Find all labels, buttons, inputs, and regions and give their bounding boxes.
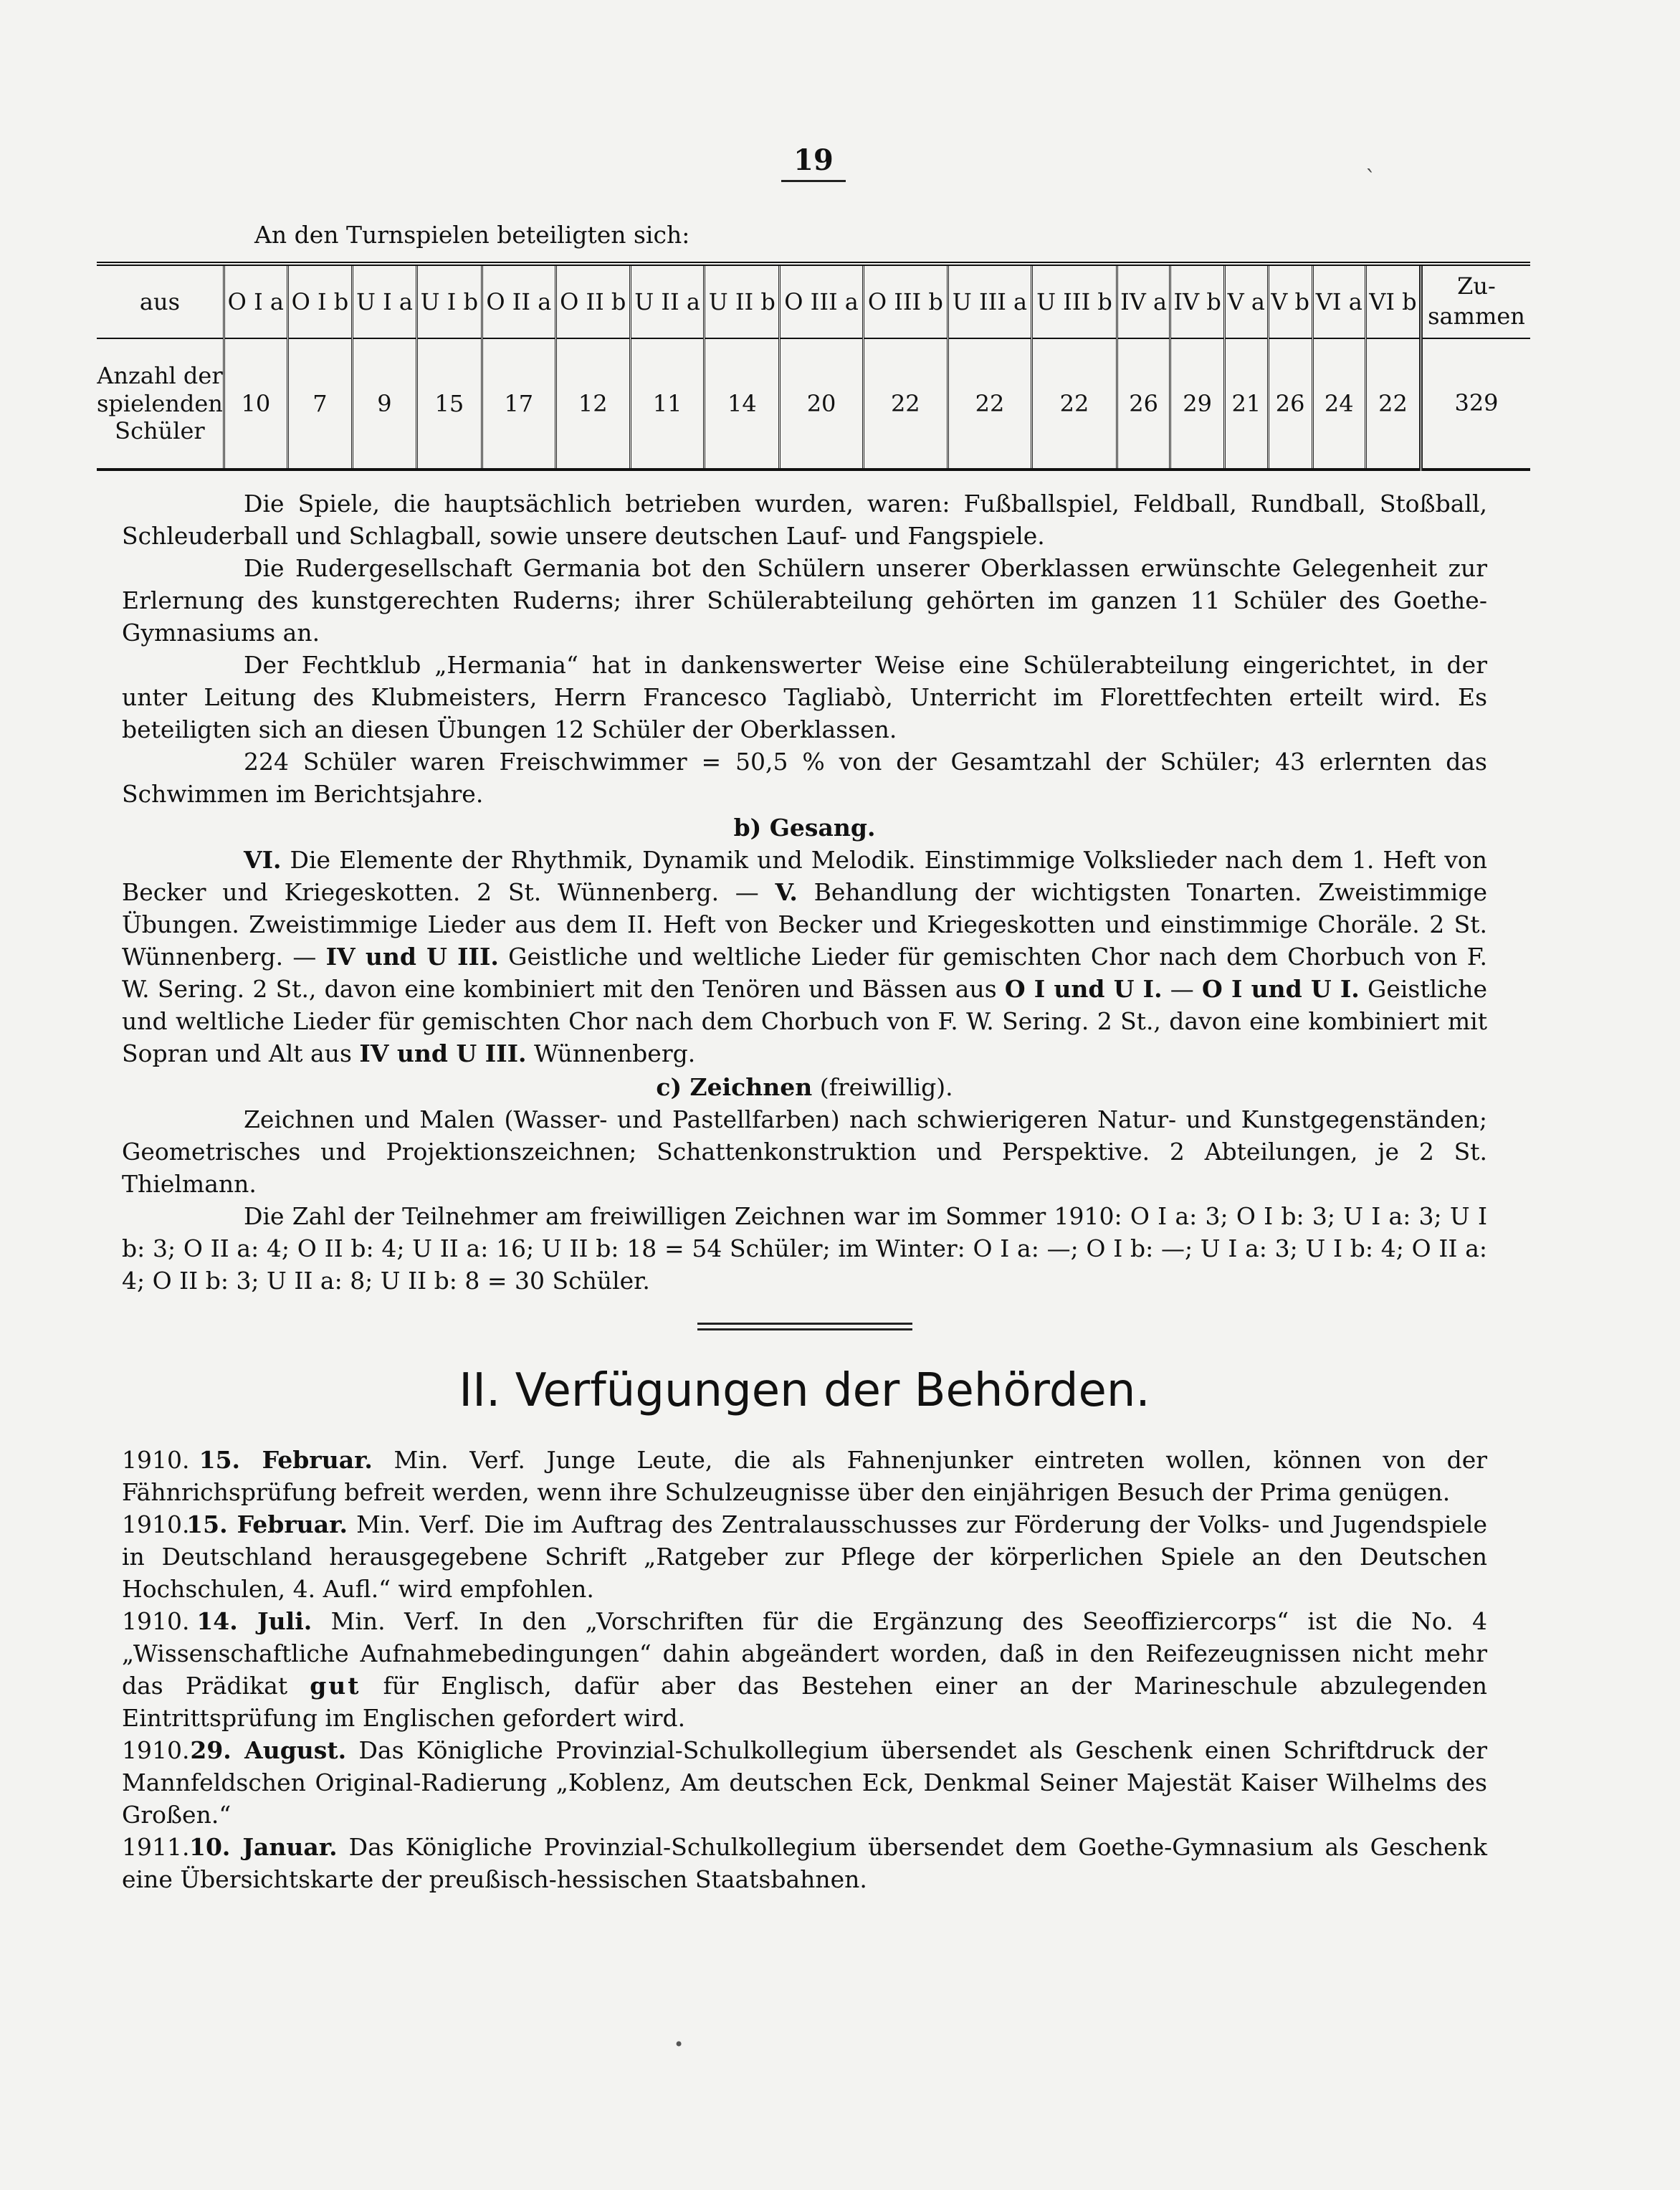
- section-divider: [697, 1323, 912, 1330]
- class-header: IV a: [1117, 264, 1170, 338]
- class-label: O I und U I.: [1202, 975, 1360, 1003]
- paragraph-spiele: Die Spiele, die hauptsächlich betrieben wurden, waren: Fußballspiel, Feldball, Rundball, Stoßball, Schleuderball und Schlagball, sowie unsere deutschen Lauf- und Fangspiele.: [122, 490, 1487, 550]
- count-cell: 29: [1170, 338, 1225, 470]
- entry-text: Min. Verf. Junge Leute, die als Fahnenjunker eintreten wollen, können von der Fähnrichsprüfung befreit werden, wenn ihre Schulzeugnisse über den einjährigen Besuch der Prima genügen.: [122, 1446, 1488, 1506]
- class-header: U III a: [948, 264, 1031, 338]
- entry-text-emphasis: gut: [310, 1672, 361, 1700]
- gesang-text: Behandlung der wichtigsten Tonarten. Zweistimmige Übungen. Zweistimmige Lieder aus dem II. Heft von Becker und Kriegeskotten und einstimmige Choräle. 2 St. Wünnenberg. —: [122, 878, 1487, 971]
- entry-date: 14. Juli.: [196, 1607, 312, 1635]
- paragraph-teilnehmer: Die Zahl der Teilnehmer am freiwilligen Zeichnen war im Sommer 1910: O I a: 3; O I b: 3; U I a: 3; U I b: 3; O II a: 4; O II b: 4; U II a: 16; U II b: 18 = 54 Schüler; im Winter: O I a: —; O I b: —; U I a: 3; U I b: 4; O II a: 4; O II b: 3; U II a: 8; U II b: 8 = 30 Schüler.: [122, 1202, 1487, 1295]
- count-cell: 12: [555, 338, 630, 470]
- count-cell: 20: [780, 338, 863, 470]
- class-header: O III a: [780, 264, 863, 338]
- zeichnen-heading: [122, 1071, 1487, 1103]
- entry-text: Das Königliche Provinzial-Schulkollegium übersendet als Geschenk einen Schriftdruck der Mannfeldschen Original-Radierung „Koblenz, Am deutschen Eck, Denkmal Seiner Majestät Kaiser Wilhelms des Großen.“: [122, 1736, 1487, 1829]
- entry-year: 1910.: [122, 1446, 190, 1474]
- class-header: O II a: [482, 264, 555, 338]
- stray-dot: •: [674, 2034, 684, 2055]
- paragraph-rudern: Die Rudergesellschaft Germania bot den Schülern unserer Oberklassen erwünschte Gelegenheit zur Erlernung des kunstgerechten Ruderns; ihrer Schülerabteilung gehörten im ganzen 11 Schüler des Goethe-Gymnasiums an.: [122, 554, 1487, 647]
- entry-text: Das Königliche Provinzial-Schulkollegium übersendet dem Goethe-Gymnasium als Geschenk eine Übersichtskarte der preußisch-hessischen Staatsbahnen.: [122, 1833, 1487, 1893]
- entry-year: 1910.: [122, 1510, 190, 1538]
- zeichnen-heading-bold: c) Zeichnen: [656, 1073, 813, 1101]
- entry-year: 1911.: [122, 1833, 190, 1861]
- decree-entry: [122, 1734, 1487, 1831]
- paragraph-schwimmen: 224 Schüler waren Freischwimmer = 50,5 % von der Gesamtzahl der Schüler; 43 erlernten das Schwimmen im Berichtsjahre.: [122, 748, 1487, 808]
- table-row-header-aus: aus: [97, 264, 224, 338]
- decree-entry: [122, 1444, 1487, 1508]
- class-header: U I b: [416, 264, 482, 338]
- class-header: U I a: [353, 264, 417, 338]
- class-header: U II b: [705, 264, 780, 338]
- decree-entry: [122, 1605, 1487, 1734]
- paragraph-zeichnen: Zeichnen und Malen (Wasser- und Pastellfarben) nach schwierigeren Natur- und Kunstgegenständen; Geometrisches und Projektionszeichnen; Schattenkonstruktion und Perspektive. 2 Abteilungen, je 2 St. Thielmann.: [122, 1105, 1487, 1198]
- count-cell: 14: [705, 338, 780, 470]
- count-cell: 17: [482, 338, 555, 470]
- class-header: O III b: [863, 264, 948, 338]
- class-header: U II a: [630, 264, 704, 338]
- class-label: IV und U III.: [359, 1039, 527, 1067]
- table-header-row: [97, 264, 1530, 338]
- total-cell: 329: [1421, 338, 1531, 470]
- gesang-text: Die Elemente der Rhythmik, Dynamik und Melodik. Einstimmige Volkslieder nach dem 1. Heft von Becker und Kriegeskotten. 2 St. Wünnenberg. —: [122, 846, 1487, 906]
- page-number: 19: [781, 143, 846, 182]
- class-header: VI b: [1365, 264, 1421, 338]
- class-header: U III b: [1032, 264, 1117, 338]
- gesang-text: Geistliche und weltliche Lieder für gemischten Chor nach dem Chorbuch von F. W. Sering. 2 St., davon eine kombiniert mit den Tenören und Bässen aus: [122, 943, 1487, 1003]
- count-cell: 22: [1365, 338, 1421, 470]
- count-cell: 22: [863, 338, 948, 470]
- corner-mark: ˋ: [1365, 166, 1376, 191]
- sum-header: Zu-sammen: [1421, 264, 1531, 338]
- participation-table: [97, 262, 1530, 471]
- count-cell: 24: [1312, 338, 1365, 470]
- entry-date: 10. Januar.: [189, 1833, 338, 1861]
- count-cell: 7: [287, 338, 352, 470]
- entry-text: Min. Verf. In den „Vorschriften für die Ergänzung des Seeoffiziercorps“ ist die No. 4 „Wissenschaftliche Aufnahmebedingungen“ dahin abgeändert worden, daß in den Reifezeugnissen nicht mehr das Prädikat: [122, 1607, 1487, 1700]
- gesang-text: Geistliche und weltliche Lieder für gemischten Chor nach dem Chorbuch von F. W. Sering. 2 St., davon eine kombiniert mit Sopran und Alt aus: [122, 975, 1487, 1067]
- entry-year: 1910.: [122, 1736, 190, 1764]
- count-cell: 9: [353, 338, 417, 470]
- class-header: O II b: [555, 264, 630, 338]
- count-cell: 26: [1117, 338, 1170, 470]
- gesang-heading: b) Gesang.: [733, 814, 876, 842]
- count-cell: 22: [948, 338, 1031, 470]
- class-label: O I und U I.: [1004, 975, 1163, 1003]
- entry-date: 15. Februar.: [186, 1510, 348, 1538]
- count-cell: 10: [224, 338, 287, 470]
- class-header: IV b: [1170, 264, 1225, 338]
- class-label: IV und U III.: [325, 943, 499, 971]
- entry-date: 15. Februar.: [199, 1446, 373, 1474]
- decree-entry: [122, 1831, 1487, 1895]
- count-cell: 26: [1268, 338, 1312, 470]
- decree-entry: [122, 1508, 1487, 1605]
- paragraph-gesang: [122, 844, 1487, 1070]
- row-label: Anzahl der spielenden Schüler: [97, 362, 223, 445]
- table-data-row: [97, 338, 1530, 470]
- entry-text: Min. Verf. Die im Auftrag des Zentralausschusses zur Förderung der Volks- und Jugendspiele in Deutschland herausgegebene Schrift „Ratgeber zur Pflege der körperlichen Spiele an den Deutschen Hochschulen, 4. Aufl.“ wird empfohlen.: [122, 1510, 1488, 1603]
- count-cell: 15: [416, 338, 482, 470]
- body-text: [122, 487, 1487, 1895]
- class-header: O I a: [224, 264, 287, 338]
- paragraph-fechten: Der Fechtklub „Hermania“ hat in dankenswerter Weise eine Schülerabteilung eingerichtet, in der unter Leitung des Klubmeisters, Herrn Francesco Tagliabò, Unterricht im Florettfechten erteilt wird. Es beteiligten sich an diesen Übungen 12 Schüler der Oberklassen.: [122, 651, 1487, 743]
- class-header: V b: [1268, 264, 1312, 338]
- count-cell: 22: [1032, 338, 1117, 470]
- entry-year: 1910.: [122, 1607, 190, 1635]
- zeichnen-heading-rest: (freiwillig).: [812, 1073, 953, 1101]
- count-cell: 21: [1225, 338, 1269, 470]
- gesang-text: —: [1162, 975, 1203, 1003]
- gesang-text: Wünnenberg.: [526, 1039, 696, 1067]
- entry-text: für Englisch, dafür aber das Bestehen einer an der Marineschule abzulegenden Eintrittsprüfung im Englischen gefordert wird.: [122, 1672, 1488, 1732]
- section-heading: II. Verfügungen der Behörden.: [459, 1364, 1150, 1417]
- table-intro: An den Turnspielen beteiligten sich:: [254, 221, 690, 249]
- class-header: V a: [1225, 264, 1269, 338]
- class-label: V.: [775, 878, 798, 906]
- count-cell: 11: [630, 338, 704, 470]
- class-header: VI a: [1312, 264, 1365, 338]
- class-header: O I b: [287, 264, 352, 338]
- class-label: VI.: [244, 846, 282, 874]
- entry-date: 29. August.: [190, 1736, 347, 1764]
